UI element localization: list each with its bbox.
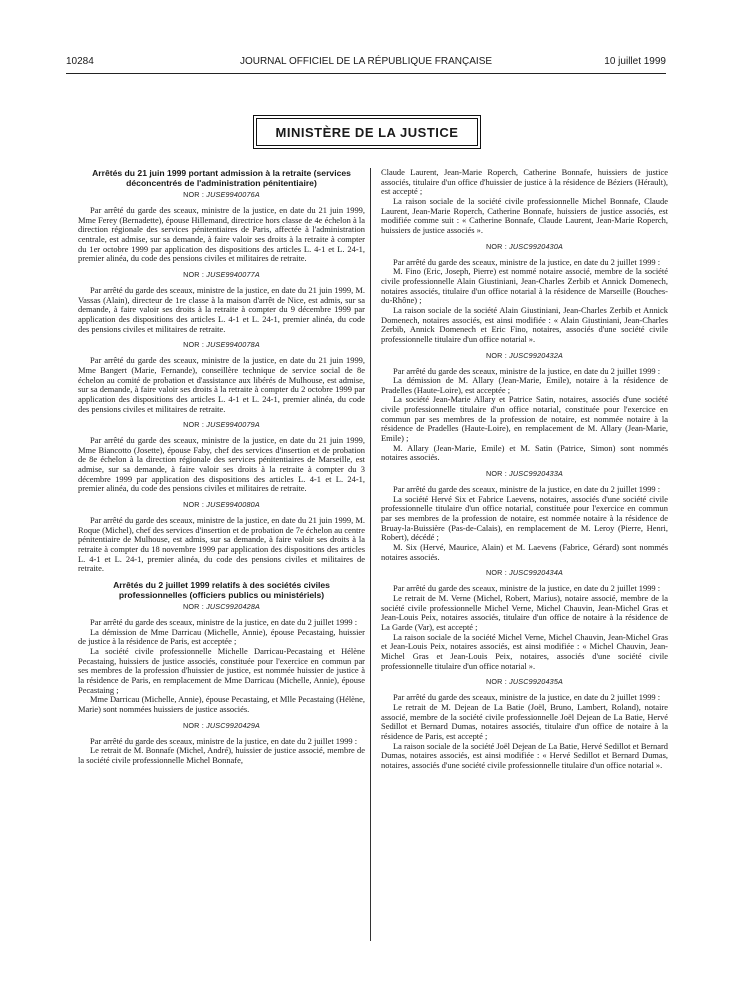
nor-reference: NOR : JUSC9920435A [485,677,564,687]
decree-paragraph: Mme Darricau (Michelle, Annie), épouse Pecastaing, et Mlle Pecastaing (Hélène, Marie) sont nommées huissiers de justice associés. [78,694,365,714]
decree-paragraph: Par arrêté du garde des sceaux, ministre de la justice, en date du 2 juillet 1999 : [393,692,661,703]
decree-entry [381,242,668,345]
decree-entry [78,270,365,334]
decree-paragraph: La démission de Mme Darricau (Michelle, Annie), épouse Pecastaing, huissier de justice à la résidence de Paris, est acceptée ; [78,626,365,647]
decree-entry [381,677,668,770]
decree-paragraph: Par arrêté du garde des sceaux, ministre de la justice, en date du 21 juin 1999, Mme Biancotto (Josette), épouse Faby, chef des services d'insertion et de probation de 8e échelon à la direction régionale des services pénitentiaires de Marseille, est admise, sur sa demande, à faire valoir ses droits à la retraite à compter du 3 décembre 1999 par application des dispositions des articles L. 4-1 et L. 24-1, premier alinéa, du code des pensions civiles et militaires de retraite. [78,435,365,494]
nor-reference: NOR : JUSC9920430A [485,241,564,251]
decree-entry [381,469,668,562]
decree-entry [78,602,365,715]
decree-entry [78,420,365,494]
decree-paragraph: Le retrait de M. Verne (Michel, Robert, Marius), notaire associé, membre de la société civile professionnelle Michel Verne, Michel Chauvin, Jean-Michel Gras et Jean-Louis Peix, notaires associés, titulaire d'un office de notaire à la résidence de La Garde (Var), est accepté ; [381,592,668,632]
decree-entry [78,721,365,766]
nor-reference: NOR : JUSE9940076A [183,190,260,199]
decree-paragraph: La société Hervé Six et Fabrice Laevens, notaires, associés d'une société civile professionnelle titulaire d'un office notarial, constituée pour l'exercice en commun par ses membres de la profession de notaire, est nommée notaire à la résidence de Bruay-la-Buissière (Pas-de-Calais), en remplacement de M. Leroy (Pierre, Henri, Robert), décédé ; [381,493,668,543]
nor-reference: NOR : JUSC9920429A [182,720,261,730]
decree-entry [78,190,365,264]
nor-reference: NOR : JUSE9940079A [183,420,260,430]
decree-paragraph: Par arrêté du garde des sceaux, ministre de la justice, en date du 2 juillet 1999 : [393,484,661,495]
section-professional-societies [78,580,365,766]
decree-paragraph: Par arrêté du garde des sceaux, ministre de la justice, en date du 21 juin 1999, M. Vassas (Alain), directeur de 1re classe à la maison d'arrêt de Nice, est admis, sur sa demande, à faire valoir ses droits à la retraite à compter du 9 décembre 1999 par application des dispositions des articles L. 4-1 et L. 24-1, premier alinéa, du code des pensions civiles et militaires de retraite. [78,284,365,334]
decree-paragraph: Claude Laurent, Jean-Marie Roperch, Catherine Bonnafe, huissiers de justice associés, titulaire d'un office d'huissier de justice à la résidence de Béziers (Hérault), est accepté ; [381,167,668,197]
decree-paragraph: M. Six (Hervé, Maurice, Alain) et M. Laevens (Fabrice, Gérard) sont nommés notaires associés. [381,542,668,562]
decree-paragraph: Par arrêté du garde des sceaux, ministre de la justice, en date du 2 juillet 1999 : [393,583,661,594]
nor-reference: NOR : JUSC9920428A [182,602,261,612]
decree-paragraph: Le retrait de M. Bonnafe (Michel, André), huissier de justice associé, membre de la société civile professionnelle Michel Bonnafe, [78,745,365,765]
section-title: Arrêtés du 21 juin 1999 portant admission à la retraite (services déconcentrés de l'administration pénitentiaire) [92,168,351,188]
nor-reference: NOR : JUSC9920433A [485,469,564,479]
right-column [381,168,668,776]
decree-paragraph: M. Fino (Eric, Joseph, Pierre) est nommé notaire associé, membre de la société civile professionnelle Alain Giustiniani, Jean-Charles Zerbib et Annick Domenech, notaires associés, titulaire d'un office notarial à la résidence de Marseille (Bouches-du-Rhône) ; [381,266,668,306]
nor-reference: NOR : JUSC9920432A [485,350,564,360]
issue-date: 10 juillet 1999 [604,56,666,67]
decree-paragraph: Par arrêté du garde des sceaux, ministre de la justice, en date du 2 juillet 1999 : [393,365,661,376]
nor-reference: NOR : JUSE9940080A [183,500,260,510]
decree-paragraph: La société Jean-Marie Allary et Patrice Satin, notaires, associés d'une société civile professionnelle titulaire d'un office notarial, constituée pour l'exercice en commun par ses membres de la profession de notaire, est nommée notaire à la résidence de Pradelles (Haute-Loire), en remplacement de M. Allary (Jean-Marie, Emile) ; [381,394,668,444]
decree-paragraph: Par arrêté du garde des sceaux, ministre de la justice, en date du 21 juin 1999, Mme Ferey (Bernadette), épouse Hillemand, directrice hors classe de 4e échelon à la direction régionale des services pénitentiaires de Paris, affectée à l'administration centrale, est admise, sur sa demande, à faire valoir ses droits à la retraite à compter du 1er octobre 1999 par application des dispositions des articles L. 4-1 et L. 24-1, premier alinéa, du code des pensions civiles et militaires de retraite. [78,205,365,264]
decree-paragraph: M. Allary (Jean-Marie, Emile) et M. Satin (Patrice, Simon) sont nommés notaires associés. [381,442,668,463]
decree-paragraph: Par arrêté du garde des sceaux, ministre de la justice, en date du 21 juin 1999, Mme Bangert (Marie, Fernande), conseillère technique de service social de 8e échelon au comité de probation et d'assistance aux libérés de Mulhouse, est admise, sur sa demande, à faire valoir ses droits à la retraite à compter du 2 octobre 1999 par application des dispositions des articles L. 4-1 et L. 24-1, premier alinéa, du code des pensions civiles et militaires de retraite. [78,355,365,414]
ministry-heading: MINISTÈRE DE LA JUSTICE [256,118,478,146]
decree-paragraph: Par arrêté du garde des sceaux, ministre de la justice, en date du 2 juillet 1999 : [90,735,358,746]
decree-paragraph: La raison sociale de la société civile professionnelle Michel Bonnafe, Claude Laurent, Jean-Marie Roperch, Catherine Bonnafe, huissiers de justice associés, est modifiée comme suit : « Catherine Bonnafe, Claude Laurent, Jean-Marie Roperch, huissiers de justice associés ». [381,195,668,235]
page-number: 10284 [66,56,94,67]
decree-paragraph: La raison sociale de la société Joël Dejean de La Batie, Hervé Sedillot et Bernard Dumas, notaires associés, est ainsi modifiée : « Hervé Sedillot et Bernard Dumas, notaires, associés d'une société civile professionnelle titulaire d'un office notarial ». [381,740,668,770]
decree-paragraph: Par arrêté du garde des sceaux, ministre de la justice, en date du 2 juillet 1999 : [393,256,661,267]
decree-entry [381,568,668,671]
left-column [78,168,365,772]
decree-paragraph: La démission de M. Allary (Jean-Marie, Emile), notaire à la résidence de Pradelles (Haute-Loire), est acceptée ; [381,375,668,395]
decree-paragraph: Par arrêté du garde des sceaux, ministre de la justice, en date du 21 juin 1999, M. Roque (Michel), chef des services d'insertion et de probation de 7e échelon au centre pénitentiaire de Mulhouse, est admis, sur sa demande, à faire valoir ses droits à la retraite à compter du 18 novembre 1999 par application des dispositions des articles L. 4-1 et L. 24-1, premier alinéa, du code des pensions civiles et militaires de retraite. [78,515,365,574]
nor-reference: NOR : JUSE9940078A [183,340,260,350]
section-retirement [78,168,365,574]
section-title: Arrêtés du 2 juillet 1999 relatifs à des sociétés civiles professionnelles (officiers publics ou ministériels) [113,580,330,601]
decree-continuation [381,168,668,236]
decree-entry [78,340,365,414]
decree-entry [78,500,365,574]
journal-title: JOURNAL OFFICIEL DE LA RÉPUBLIQUE FRANÇAISE [239,56,493,67]
page-header [66,56,666,70]
decree-entry [381,351,668,464]
decree-paragraph: La société civile professionnelle Michelle Darricau-Pecastaing et Hélène Pecastaing, huissiers de justice associés, constituée pour l'exercice en commun par ses membres de la profession d'huissier de justice, est nommée huissier de justice à la résidence de Paris, en remplacement de Mme Darricau (Michelle, Annie), épouse Pecastaing ; [78,646,365,695]
decree-paragraph: La raison sociale de la société Michel Verne, Michel Chauvin, Jean-Michel Gras et Jean-Louis Peix, notaires associés, est ainsi modifiée : « Michel Chauvin, Jean-Michel Gras et Jean-Louis Peix, notaires, associés d'une société civile professionnelle titulaire d'un office notarial ». [381,631,668,671]
nor-reference: NOR : JUSC9920434A [485,568,564,578]
nor-reference: NOR : JUSE9940077A [183,269,260,279]
decree-paragraph: Par arrêté du garde des sceaux, ministre de la justice, en date du 2 juillet 1999 : [90,617,358,628]
decree-paragraph: Le retrait de M. Dejean de La Batie (Joël, Bruno, Lambert, Roland), notaire associé, membre de la société civile professionnelle Joël Dejean de La Batie, Hervé Sedillot et Bernard Dumas, notaires associés, titulaire d'un office de notaire à la résidence de Paris, est accepté ; [381,701,668,741]
decree-paragraph: La raison sociale de la société Alain Giustiniani, Jean-Charles Zerbib et Annick Domenech, notaires associés, est ainsi modifiée : « Alain Giustiniani, Jean-Charles Zerbib, Annick Domenech et Eric Fino, notaires, associés d'une société civile professionnelle titulaire d'un office notarial ». [381,304,668,344]
column-divider [370,168,371,941]
header-rule [66,73,666,74]
